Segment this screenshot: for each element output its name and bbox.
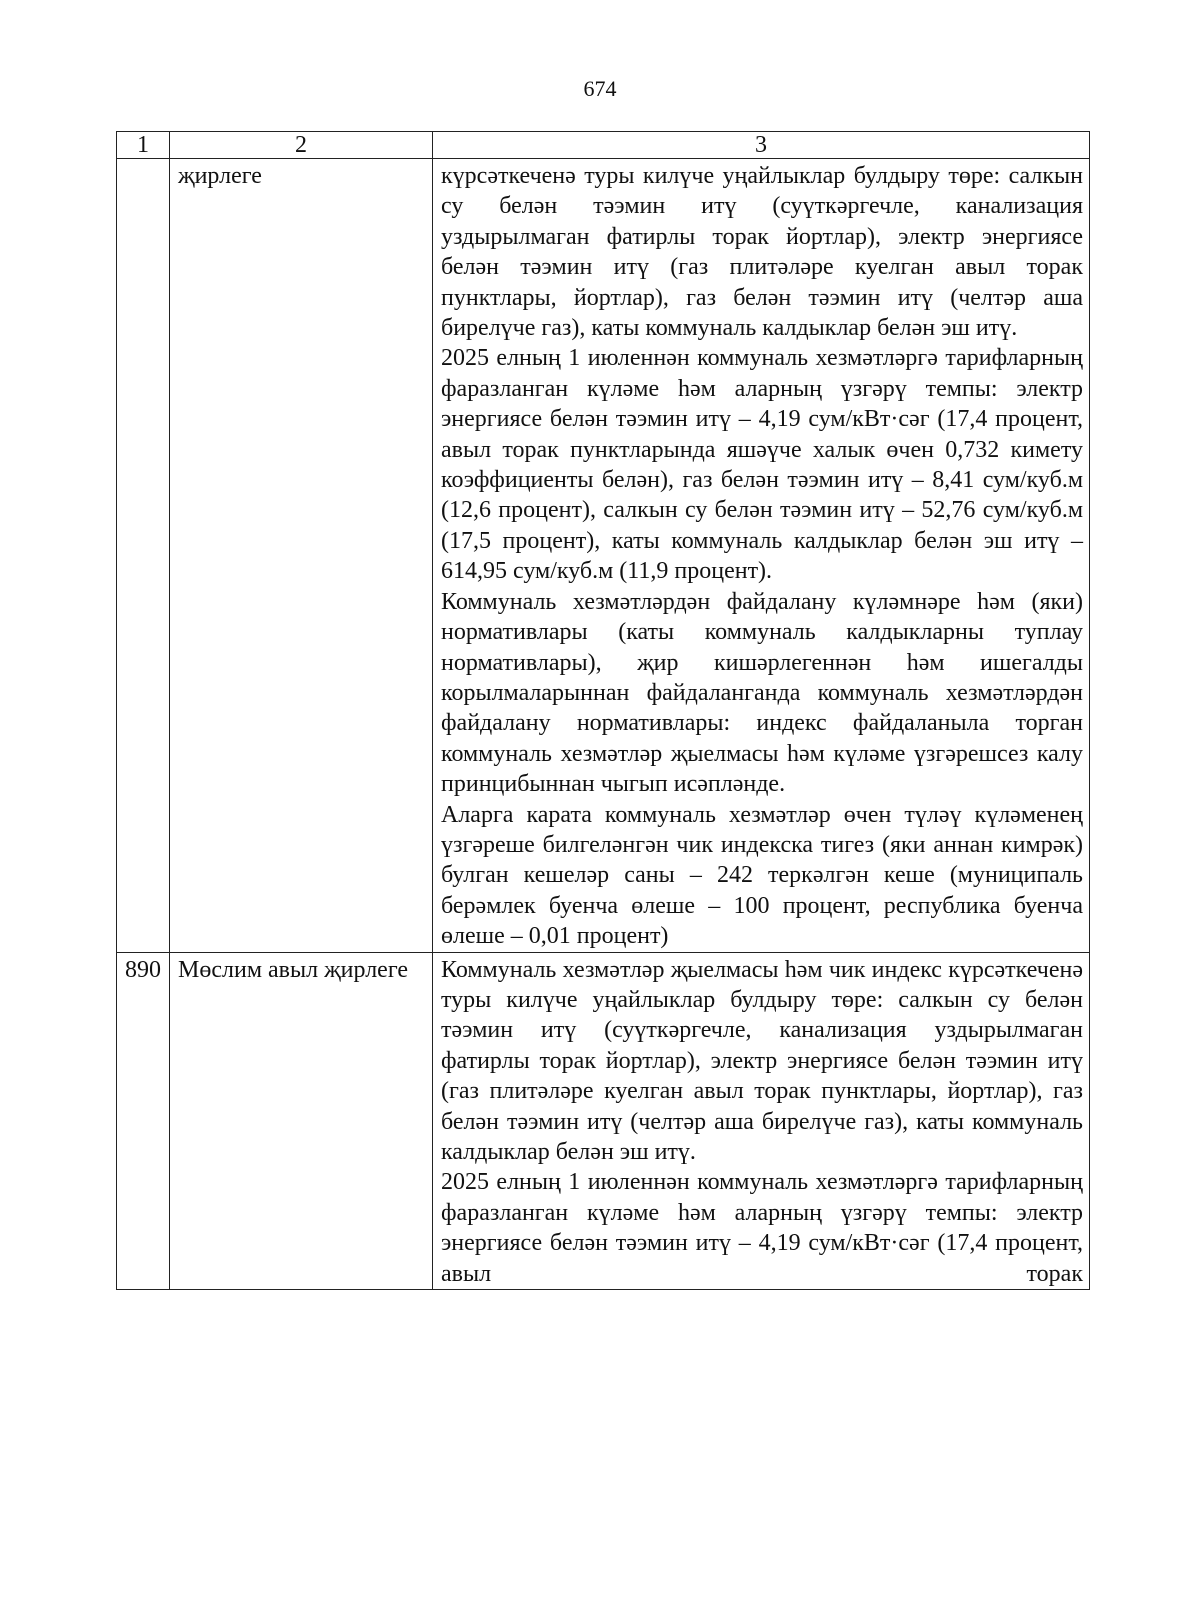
settlement-name: җирлеге: [170, 159, 433, 953]
description-cell: [433, 952, 1090, 1289]
description-cell: [433, 159, 1090, 953]
row-number: 890: [117, 952, 170, 1289]
settlement-name: Мөслим авыл җирлеге: [170, 952, 433, 1289]
description-paragraph: 2025 елның 1 июленнән коммуналь хезмәтләргә тарифларның фаразланган күләме һәм аларның үзгәрү темпы: электр энергиясе белән тәэмин итү – 4,19 сум/кВт·сәг (17,4 процент, авыл торак: [441, 1169, 1083, 1287]
description-paragraph: Коммуналь хезмәтләр җыелмасы һәм чик индекс күрсәткеченә туры килүче уңайлыклар булдыру төре: салкын су белән тәэмин итү (суүткәргечле, канализация уздырылмаган фатирлы торак йортлар), электр энергиясе белән тәэмин итү (газ плитәләре куелган авыл торак пунктлары, йортлар), газ белән тәэмин итү (челтәр аша бирелүче газ), каты коммуналь калдыклар белән эш итү.: [441, 956, 1083, 1165]
column-header-2: 2: [170, 132, 433, 159]
row-number: [117, 159, 170, 953]
table-header-row: [117, 132, 1090, 159]
description-paragraph: Коммуналь хезмәтләрдән файдалану күләмнәре һәм (яки) нормативлары (каты коммуналь калдыкларны туплау нормативлары), җир кишәрлегеннән һәм ишегалды корылмаларыннан файдаланганда коммуналь хезмәтләрдән файдалану нормативлары: индекс файдаланыла торган коммуналь хезмәтләр җыелмасы һәм күләме үзгәрешсез калу принцибыннан чыгып исәпләнде.: [441, 588, 1083, 798]
column-header-3: 3: [433, 132, 1090, 159]
page-number: 674: [583, 76, 617, 101]
description-paragraph: 2025 елның 1 июленнән коммуналь хезмәтләргә тарифларның фаразланган күләме һәм аларның үзгәрү темпы: электр энергиясе белән тәэмин итү – 4,19 сум/кВт·сәг (17,4 процент, авыл торак пунктларында яшәүче халык өчен 0,732 кимету коэффициенты белән), газ белән тәэмин итү – 8,41 сум/куб.м (12,6 процент), салкын су белән тәэмин итү – 52,76 сум/куб.м (17,5 процент), каты коммуналь калдыклар белән эш итү – 614,95 сум/куб.м (11,9 процент).: [441, 345, 1083, 585]
data-table: [116, 131, 1090, 1290]
table-row: [117, 952, 1090, 1289]
description-paragraph: күрсәткеченә туры килүче уңайлыклар булдыру төре: салкын су белән тәэмин итү (суүткәргечле, канализация уздырылмаган фатирлы торак йортлар), электр энергиясе белән тәэмин итү (газ плитәләре куелган авыл торак пунктлары, йортлар), газ белән тәэмин итү (челтәр аша бирелүче газ), каты коммуналь калдыклар белән эш итү.: [441, 163, 1083, 342]
table-row: [117, 159, 1090, 953]
column-header-1: 1: [117, 132, 170, 159]
description-paragraph: Аларга карата коммуналь хезмәтләр өчен түләү күләменең үзгәреше билгеләнгән чик индекска тигез (яки аннан кимрәк) булган кешеләр саны – 242 теркәлгән кеше (муниципаль берәмлек буенча өлеше – 100 процент, республика буенча өлеше – 0,01 процент): [441, 801, 1083, 950]
